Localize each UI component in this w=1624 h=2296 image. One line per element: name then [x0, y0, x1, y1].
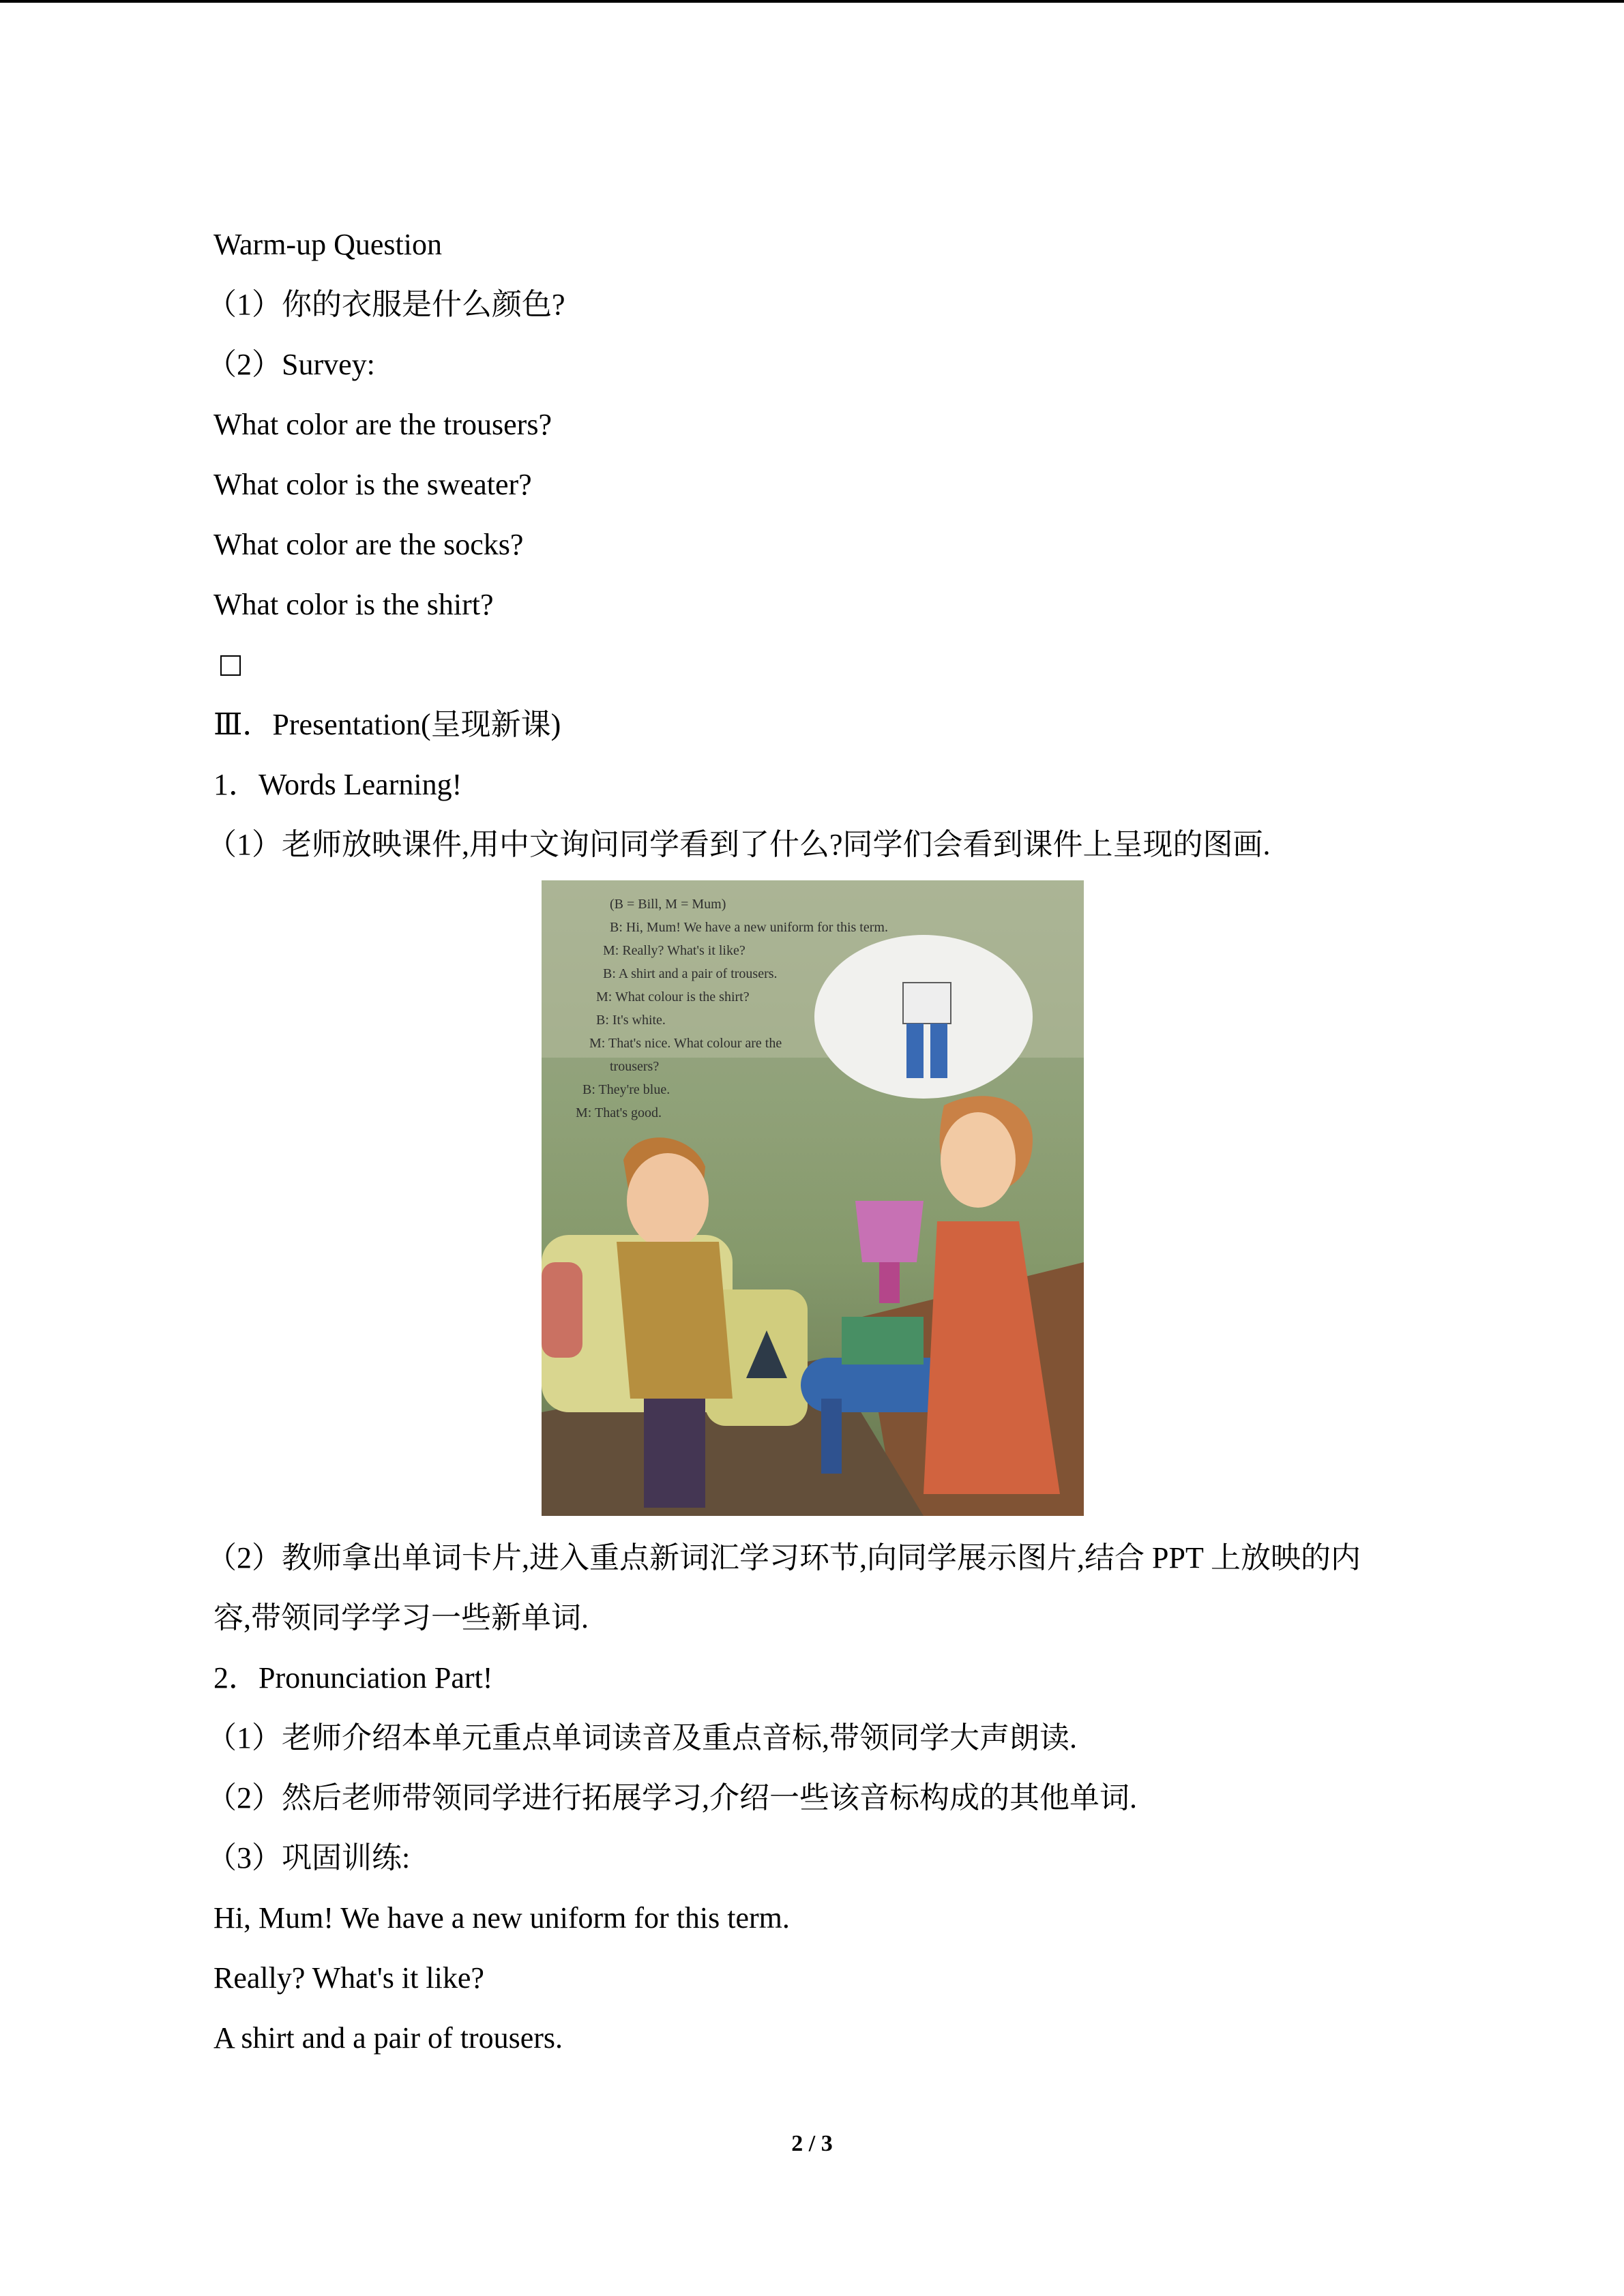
step-2-text-line-2: 容,带领同学学习一些新单词.: [213, 1601, 589, 1635]
step-1-text: （1）老师放映课件,用中文询问同学看到了什么?同学们会看到课件上呈现的图画.: [207, 828, 1271, 861]
warmup-q2: （2）Survey:: [207, 348, 375, 381]
photo-line: B: A shirt and a pair of trousers.: [603, 966, 778, 981]
document-body: [207, 215, 1482, 2068]
survey-q-sweater: What color is the sweater?: [213, 468, 532, 501]
photo-line: M: That's nice. What colour are the: [589, 1036, 782, 1051]
dialogue-line-1: Hi, Mum! We have a new uniform for this term.: [213, 1901, 790, 1935]
page-number: 2 / 3: [791, 2131, 833, 2156]
dialogue-line-2: Really? What's it like?: [213, 1961, 484, 1995]
photo-line: B: Hi, Mum! We have a new uniform for this term.: [610, 920, 888, 935]
empty-checkbox[interactable]: [220, 655, 241, 676]
survey-q-socks: What color are the socks?: [213, 528, 524, 561]
photo-dialogue: [576, 893, 888, 1124]
words-learning-heading: 1．Words Learning!: [213, 768, 462, 801]
empty-checkbox-line: [213, 635, 1482, 695]
survey-q-trousers: What color are the trousers?: [213, 408, 552, 441]
pronunciation-step-2: （2）然后老师带领同学进行拓展学习,介绍一些该音标构成的其他单词.: [207, 1781, 1137, 1815]
dialogue-line-3: A shirt and a pair of trousers.: [213, 2021, 563, 2055]
photo-line: M: What colour is the shirt?: [596, 989, 750, 1004]
presentation-heading: Ⅲ．Presentation(呈现新课): [213, 708, 561, 741]
pronunciation-step-3: （3）巩固训练:: [207, 1841, 411, 1875]
photo-line: B: It's white.: [596, 1013, 666, 1028]
photo-line: trousers?: [610, 1059, 660, 1074]
warmup-heading: Warm-up Question: [213, 228, 442, 261]
photo-line: M: Really? What's it like?: [603, 943, 745, 958]
photo-line: M: That's good.: [576, 1105, 662, 1120]
pronunciation-heading: 2．Pronunciation Part!: [213, 1661, 493, 1695]
top-rule: [0, 0, 1624, 3]
photo-line: B: They're blue.: [582, 1082, 670, 1097]
textbook-photo: [542, 880, 1084, 1516]
pronunciation-step-1: （1）老师介绍本单元重点单词读音及重点音标,带领同学大声朗读.: [207, 1721, 1077, 1755]
step-2-text-line-1: （2）教师拿出单词卡片,进入重点新词汇学习环节,向同学展示图片,结合 PPT 上放映的内: [207, 1541, 1361, 1575]
photo-line: (B = Bill, M = Mum): [610, 897, 726, 912]
survey-q-shirt: What color is the shirt?: [213, 588, 494, 621]
warmup-q1: （1）你的衣服是什么颜色?: [207, 288, 565, 321]
